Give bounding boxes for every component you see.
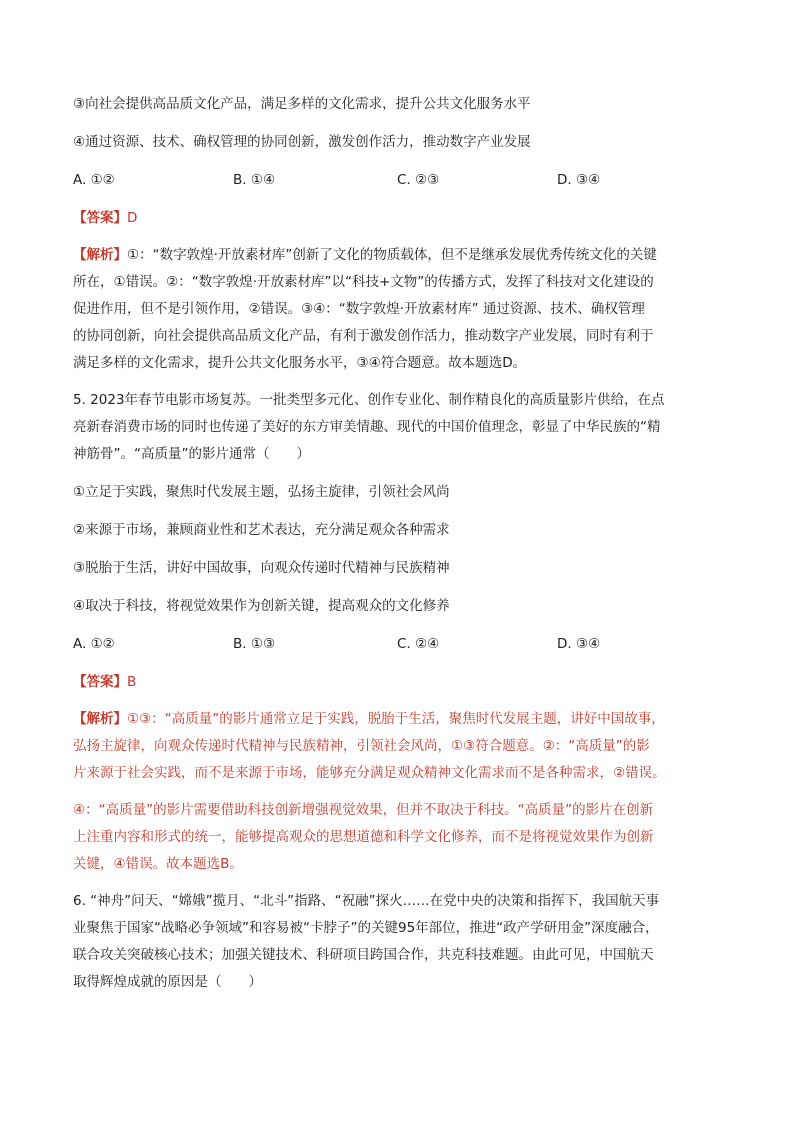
q5-analysis-label: 【解析】 [73,711,127,727]
q5-statement-4: ④取决于科技，将视觉效果作为创新关键，提高观众的文化修养 [73,598,450,614]
q4-analysis-line-2: 所在，①错误。②：“数字敦煌·开放素材库”以“科技+文物”的传播方式，发挥了科技对文化建设的 [73,274,654,290]
q4-analysis-line-3: 促进作用，但不是引领作用，②错误。③④：“数字敦煌·开放素材库” 通过资源、技术、确权管理 [73,301,645,317]
q6-stem-line-1: 6. “神舟”问天、“嫦娥”揽月、“北斗”指路、“祝融”探火……在党中央的决策和指挥下，我国航天事 [73,893,660,909]
q5-stem-line-1: 5. 2023年春节电影市场复苏。一批类型多元化、创作专业化、制作精良化的高质量影片供给，在点 [73,392,665,408]
q4-analysis-line-1: 【解析】①：“数字敦煌·开放素材库”创新了文化的物质载体，但不是继承发展优秀传统文化的关键 [73,247,657,263]
q6-stem-line-3: 联合攻关突破核心技术；加强关键技术、科研项目跨国合作，共克科技难题。由此可见，中国航天 [73,947,654,963]
q4-analysis-line-5: 满足多样的文化需求，提升公共文化服务水平，③④符合题意。故本题选D。 [73,355,527,371]
q6-stem-line-2: 业聚焦于国家“战略必争领域”和容易被“卡脖子”的关键95年部位，推进“政产学研用金”深度融合， [73,920,659,936]
q5-analysis-line-2: 弘扬主旋律，向观众传递时代精神与民族精神，引领社会风尚，①③符合题意。②：“高质量”的影 [73,738,650,754]
q5-option-a: A. ①② [73,636,115,652]
q5-stem-line-2: 亮新春消费市场的同时也传递了美好的东方审美情趣、现代的中国价值理念，彰显了中华民族的“精 [73,419,661,435]
q5-statement-1: ①立足于实践，聚焦时代发展主题，弘扬主旋律，引领社会风尚 [73,484,450,500]
q5-option-c: C. ②④ [397,636,440,652]
q4-option-d: D. ③④ [557,172,601,188]
q4-answer-label: 【答案】 [73,210,127,226]
q4-analysis-label: 【解析】 [73,247,127,263]
q5-analysis-line-5: 上注重内容和形式的统一，能够提高观众的思想道德和科学文化修养，而不是将视觉效果作为创新 [73,829,654,845]
q4-analysis-line-4: 的协同创新，向社会提供高品质文化产品，有利于激发创作活力，推动数字产业发展，同时有利于 [73,328,654,344]
q5-stem-line-3: 神筋骨”。“高质量”的影片通常（ ） [73,446,310,462]
q5-option-b: B. ①③ [233,636,276,652]
q5-analysis-line-3: 片来源于社会实践，而不是来源于市场，能够充分满足观众精神文化需求而不是各种需求，②错误。 [73,765,666,781]
q4-answer [73,208,728,228]
q5-option-d: D. ③④ [557,636,601,652]
q5-answer-label: 【答案】 [73,674,127,690]
q4-option-a: A. ①② [73,172,115,188]
q5-answer [73,672,728,692]
q5-analysis-line-1: 【解析】①③：“高质量”的影片通常立足于实践，脱胎于生活，聚焦时代发展主题，讲好中国故事， [73,711,665,727]
q6-stem-line-4: 取得辉煌成就的原因是（ ） [73,974,262,990]
q5-statement-3: ③脱胎于生活，讲好中国故事，向观众传递时代精神与民族精神 [73,560,450,576]
q5-statement-2: ②来源于市场，兼顾商业性和艺术表达，充分满足观众各种需求 [73,522,450,538]
q4-statement-4: ④通过资源、技术、确权管理的协同创新，激发创作活力，推动数字产业发展 [73,134,531,150]
q5-analysis-line-6: 关键，④错误。故本题选B。 [73,856,243,872]
q5-answer-value: B [127,674,137,690]
q4-statement-3: ③向社会提供高品质文化产品，满足多样的文化需求，提升公共文化服务水平 [73,96,531,112]
q5-analysis-line-4: ④：“高质量”的影片需要借助科技创新增强视觉效果，但并不取决于科技。“高质量”的影片在创新 [73,802,654,818]
q4-option-b: B. ①④ [233,172,276,188]
q4-answer-value: D [127,210,138,226]
q4-option-c: C. ②③ [397,172,440,188]
